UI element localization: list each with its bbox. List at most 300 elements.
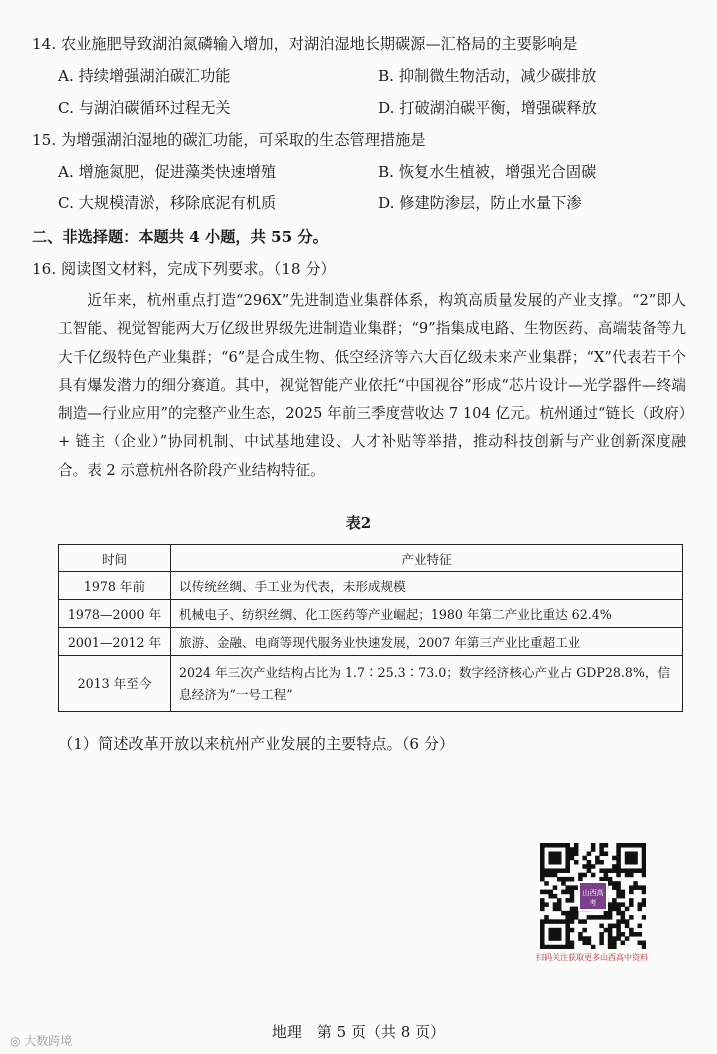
qr-module: [557, 851, 562, 856]
qr-module: [633, 860, 638, 865]
qr-module: [608, 911, 613, 916]
table-cell-feature: 2024 年三次产业结构占比为 1.7∶25.3∶73.0；数字经济核心产业占 GDP28.8%，信息经济为“一号工程”: [171, 656, 683, 712]
qr-module: [561, 945, 566, 949]
qr-module: [621, 843, 626, 848]
qr-module: [548, 856, 553, 861]
qr-code[interactable]: [540, 843, 646, 949]
qr-module: [616, 928, 621, 933]
qr-module: [540, 945, 545, 949]
qr-module: [578, 932, 583, 937]
qr-module: [565, 868, 570, 873]
qr-module: [570, 928, 575, 933]
qr-module: [595, 856, 600, 861]
q14-option-a: A. 持续增强湖泊碳汇功能: [58, 67, 231, 85]
qr-module: [642, 902, 646, 907]
qr-module: [608, 915, 613, 920]
qr-module: [642, 851, 646, 856]
table-cell-period: 1978—2000 年: [59, 600, 171, 628]
table-cell-feature: 以传统丝绸、手工业为代表，未形成规模: [171, 572, 683, 600]
qr-module: [604, 911, 609, 916]
qr-module: [565, 911, 570, 916]
qr-module: [582, 936, 587, 941]
qr-module: [557, 868, 562, 873]
qr-module: [599, 868, 604, 873]
qr-module: [548, 936, 553, 941]
qr-module: [548, 873, 553, 878]
qr-module: [633, 868, 638, 873]
qr-center-logo: 山西高考: [578, 881, 608, 911]
qr-module: [570, 885, 575, 890]
qr-module: [574, 851, 579, 856]
q14-option-c: C. 与湖泊碳循环过程无关: [58, 99, 231, 117]
qr-module: [557, 907, 562, 912]
qr-module: [565, 898, 570, 903]
qr-module: [608, 907, 613, 912]
qr-module: [587, 915, 592, 920]
qr-module: [625, 856, 630, 861]
qr-module: [565, 885, 570, 890]
qr-module: [540, 936, 545, 941]
qr-module: [587, 941, 592, 946]
qr-module: [582, 864, 587, 869]
qr-module: [604, 915, 609, 920]
qr-module: [548, 868, 553, 873]
qr-module: [625, 919, 630, 924]
qr-module: [540, 919, 545, 924]
table-title: 表2: [345, 514, 372, 532]
qr-module: [574, 911, 579, 916]
qr-module: [612, 936, 617, 941]
qr-module: [548, 890, 553, 895]
qr-module: [642, 847, 646, 852]
qr-module: [642, 941, 646, 946]
qr-module: [587, 851, 592, 856]
qr-module: [633, 885, 638, 890]
table-header-time: 时间: [59, 545, 171, 572]
qr-module: [540, 877, 545, 882]
qr-module: [582, 941, 587, 946]
qr-module: [557, 856, 562, 861]
qr-module: [565, 851, 570, 856]
qr-module: [621, 915, 626, 920]
qr-module: [604, 873, 609, 878]
qr-module: [544, 873, 549, 878]
qr-module: [557, 919, 562, 924]
qr-module: [616, 932, 621, 937]
qr-module: [591, 843, 596, 848]
qr-module: [616, 868, 621, 873]
qr-module: [540, 864, 545, 869]
table-row: [59, 628, 683, 656]
qr-module: [642, 873, 646, 878]
qr-module: [591, 915, 596, 920]
qr-module: [608, 881, 613, 886]
qr-module: [633, 881, 638, 886]
qr-module: [553, 932, 558, 937]
qr-module: [565, 932, 570, 937]
qr-module: [540, 856, 545, 861]
qr-module: [595, 915, 600, 920]
qr-module: [642, 856, 646, 861]
qr-module: [612, 864, 617, 869]
qr-module: [616, 890, 621, 895]
qr-module: [608, 945, 613, 949]
qr-module: [570, 890, 575, 895]
qr-module: [540, 851, 545, 856]
qr-module: [629, 902, 634, 907]
qr-module: [574, 847, 579, 852]
qr-module: [561, 911, 566, 916]
qr-module: [629, 932, 634, 937]
qr-module: [548, 851, 553, 856]
qr-module: [544, 902, 549, 907]
qr-module: [548, 860, 553, 865]
qr-module: [565, 877, 570, 882]
q16-subquestion-1: （1）简述改革开放以来杭州产业发展的主要特点。（6 分）: [58, 735, 455, 753]
qr-module: [540, 928, 545, 933]
qr-module: [625, 924, 630, 929]
qr-module: [544, 868, 549, 873]
qr-module: [591, 847, 596, 852]
qr-module: [540, 907, 545, 912]
qr-module: [642, 915, 646, 920]
q16-material-text: 近年来，杭州重点打造“296X”先进制造业集群体系，构筑高质量发展的产业支撑。“2”即人工智能、视觉智能两大万亿级世界级先进制造业集群；“9”指集成电路、生物医药、高端装备等九大千亿级特色产业集群；“6”是合成生物、低空经济等六大百亿级未来产业集群；“X”代表若干个具有爆发潜力的细分赛道。其中，视觉智能产业依托“中国视谷”形成“芯片设计—光学器件—终端制造—行业应用”的完整产业生态，2025 年前三季度营收达 7 104 亿元。杭州通过“链长（政府）+ 链主（企业）”协同机制、中试基地建设、人才补贴等举措，推动科技创新与产业创新深度融合。表 2 示意杭州各阶段产业结构特征。: [58, 292, 686, 479]
qr-module: [544, 945, 549, 949]
qr-module: [570, 894, 575, 899]
qr-module: [565, 919, 570, 924]
qr-module: [553, 873, 558, 878]
qr-module: [608, 877, 613, 882]
qr-module: [561, 890, 566, 895]
qr-module: [561, 881, 566, 886]
qr-module: [565, 856, 570, 861]
qr-module: [616, 936, 621, 941]
qr-module: [599, 847, 604, 852]
qr-module: [612, 885, 617, 890]
qr-module: [625, 868, 630, 873]
qr-module: [540, 868, 545, 873]
qr-module: [621, 902, 626, 907]
q14-option-d: D. 打破湖泊碳平衡，增强碳释放: [378, 99, 597, 117]
table-cell-period: 2013 年至今: [59, 656, 171, 712]
qr-module: [612, 945, 617, 949]
qr-module: [625, 860, 630, 865]
qr-module: [621, 932, 626, 937]
qr-module: [612, 856, 617, 861]
qr-module: [557, 898, 562, 903]
qr-module: [565, 860, 570, 865]
qr-module: [540, 941, 545, 946]
qr-module: [616, 873, 621, 878]
qr-module: [612, 924, 617, 929]
qr-module: [608, 928, 613, 933]
q16-material: [58, 287, 686, 485]
page-footer: 地理 第 5 页（共 8 页）: [271, 1023, 446, 1041]
qr-module: [599, 936, 604, 941]
qr-module: [544, 881, 549, 886]
qr-module: [557, 936, 562, 941]
qr-module: [553, 902, 558, 907]
qr-module: [625, 843, 630, 848]
qr-module: [629, 890, 634, 895]
qr-module: [565, 945, 570, 949]
qr-module: [570, 898, 575, 903]
qr-module: [565, 928, 570, 933]
qr-module: [638, 843, 643, 848]
qr-module: [574, 843, 579, 848]
qr-module: [616, 911, 621, 916]
qr-module: [578, 936, 583, 941]
qr-module: [553, 945, 558, 949]
qr-module: [540, 843, 545, 848]
qr-module: [595, 860, 600, 865]
qr-module: [540, 873, 545, 878]
qr-module: [625, 907, 630, 912]
qr-module: [604, 851, 609, 856]
qr-module: [553, 885, 558, 890]
qr-module: [616, 847, 621, 852]
q15-option-a: A. 增施氮肥，促进藻类快速增殖: [58, 163, 277, 181]
qr-module: [570, 877, 575, 882]
qr-module: [544, 915, 549, 920]
q15-stem: 15. 为增强湖泊湿地的碳汇功能，可采取的生态管理措施是: [32, 131, 426, 149]
qr-module: [633, 932, 638, 937]
qr-module: [570, 911, 575, 916]
qr-module: [612, 941, 617, 946]
qr-module: [540, 890, 545, 895]
qr-module: [629, 928, 634, 933]
qr-module: [638, 941, 643, 946]
qr-module: [604, 843, 609, 848]
qr-module: [557, 932, 562, 937]
qr-module: [629, 915, 634, 920]
qr-module: [587, 860, 592, 865]
qr-module: [557, 860, 562, 865]
qr-module: [553, 856, 558, 861]
qr-module: [540, 924, 545, 929]
table-row: [59, 656, 683, 712]
qr-module: [570, 847, 575, 852]
section-heading: 二、非选择题：本题共 4 小题，共 55 分。: [32, 228, 328, 246]
qr-module: [574, 915, 579, 920]
qr-module: [544, 919, 549, 924]
qr-module: [629, 860, 634, 865]
q16-stem: 16. 阅读图文材料，完成下列要求。（18 分）: [32, 260, 336, 278]
qr-module: [553, 860, 558, 865]
qr-module: [582, 928, 587, 933]
qr-module: [570, 941, 575, 946]
qr-module: [553, 919, 558, 924]
qr-module: [633, 856, 638, 861]
qr-module: [629, 868, 634, 873]
qr-module: [574, 860, 579, 865]
qr-module: [616, 881, 621, 886]
qr-module: [544, 890, 549, 895]
qr-module: [638, 902, 643, 907]
qr-module: [565, 924, 570, 929]
q14-option-b: B. 抑制微生物活动，减少碳排放: [378, 67, 597, 85]
qr-module: [642, 868, 646, 873]
qr-module: [565, 890, 570, 895]
qr-module: [553, 894, 558, 899]
table-cell-period: 2001—2012 年: [59, 628, 171, 656]
qr-module: [629, 885, 634, 890]
qr-module: [629, 898, 634, 903]
table-row: [59, 600, 683, 628]
qr-module: [642, 843, 646, 848]
qr-module: [612, 902, 617, 907]
qr-module: [565, 915, 570, 920]
qr-module: [642, 898, 646, 903]
q15-option-b: B. 恢复水生植被，增强光合固碳: [378, 163, 597, 181]
qr-module: [570, 907, 575, 912]
qr-module: [540, 902, 545, 907]
qr-module: [599, 851, 604, 856]
qr-module: [625, 936, 630, 941]
qr-caption: 扫码关注获取更多山西高中资料: [536, 953, 648, 962]
qr-module: [570, 945, 575, 949]
qr-module: [557, 843, 562, 848]
qr-module: [553, 936, 558, 941]
qr-module: [638, 932, 643, 937]
qr-module: [570, 919, 575, 924]
qr-module: [565, 936, 570, 941]
qr-module: [578, 873, 583, 878]
qr-module: [608, 941, 613, 946]
qr-module: [612, 881, 617, 886]
qr-module: [608, 924, 613, 929]
qr-module: [604, 928, 609, 933]
qr-module: [599, 924, 604, 929]
qr-module: [612, 907, 617, 912]
qr-module: [565, 864, 570, 869]
qr-module: [548, 919, 553, 924]
qr-module: [548, 928, 553, 933]
qr-module: [553, 868, 558, 873]
qr-module: [633, 843, 638, 848]
qr-module: [621, 890, 626, 895]
qr-module: [582, 919, 587, 924]
qr-module: [625, 873, 630, 878]
qr-module: [616, 902, 621, 907]
qr-module: [638, 868, 643, 873]
qr-module: [616, 864, 621, 869]
qr-module: [561, 843, 566, 848]
qr-module: [561, 877, 566, 882]
qr-module: [642, 890, 646, 895]
qr-module: [608, 932, 613, 937]
q15-option-d: D. 修建防渗层，防止水量下渗: [378, 194, 582, 212]
qr-module: [616, 860, 621, 865]
qr-module: [565, 843, 570, 848]
qr-module: [570, 856, 575, 861]
qr-module: [616, 919, 621, 924]
qr-module: [599, 932, 604, 937]
qr-module: [616, 885, 621, 890]
qr-module: [642, 945, 646, 949]
qr-module: [587, 864, 592, 869]
qr-module: [587, 936, 592, 941]
qr-module: [599, 843, 604, 848]
qr-module: [578, 919, 583, 924]
qr-module: [629, 856, 634, 861]
qr-module: [616, 851, 621, 856]
qr-module: [599, 915, 604, 920]
qr-module: [629, 851, 634, 856]
qr-module: [599, 860, 604, 865]
qr-module: [570, 851, 575, 856]
table-cell-feature: 机械电子、纺织丝绸、化工医药等产业崛起；1980 年第二产业比重达 62.4%: [171, 600, 683, 628]
table-header-feature: 产业特征: [171, 545, 683, 572]
qr-module: [561, 919, 566, 924]
qr-module: [642, 860, 646, 865]
q15-option-c: C. 大规模清淤，移除底泥有机质: [58, 194, 277, 212]
qr-module: [548, 945, 553, 949]
qr-module: [612, 868, 617, 873]
qr-module: [587, 868, 592, 873]
qr-module: [591, 864, 596, 869]
q14-stem: 14. 农业施肥导致湖泊氮磷输入增加，对湖泊湿地长期碳源—汇格局的主要影响是: [32, 35, 578, 53]
qr-module: [557, 945, 562, 949]
qr-module: [638, 907, 643, 912]
industry-table: [58, 544, 683, 712]
table-cell-feature: 旅游、金融、电商等现代服务业快速发展，2007 年第三产业比重超工业: [171, 628, 683, 656]
qr-module: [616, 907, 621, 912]
qr-module: [616, 924, 621, 929]
qr-module: [629, 873, 634, 878]
qr-module: [561, 868, 566, 873]
qr-module: [621, 941, 626, 946]
qr-module: [616, 843, 621, 848]
qr-module: [553, 851, 558, 856]
qr-module: [548, 843, 553, 848]
qr-module: [642, 864, 646, 869]
qr-module: [621, 868, 626, 873]
qr-module: [540, 898, 545, 903]
qr-module: [540, 847, 545, 852]
qr-module: [553, 928, 558, 933]
qr-module: [540, 860, 545, 865]
qr-module: [621, 911, 626, 916]
qr-module: [557, 902, 562, 907]
qr-module: [548, 894, 553, 899]
qr-module: [638, 885, 643, 890]
qr-module: [608, 936, 613, 941]
qr-module: [621, 894, 626, 899]
qr-module: [625, 851, 630, 856]
qr-module: [570, 915, 575, 920]
qr-module: [553, 843, 558, 848]
qr-module: [591, 945, 596, 949]
qr-module: [591, 873, 596, 878]
watermark-text: 大数跨境: [24, 1034, 73, 1048]
qr-module: [642, 885, 646, 890]
qr-module: [553, 907, 558, 912]
qr-module: [540, 932, 545, 937]
qr-module: [599, 941, 604, 946]
qr-module: [616, 894, 621, 899]
qr-module: [633, 851, 638, 856]
qr-module: [582, 856, 587, 861]
qr-module: [621, 919, 626, 924]
qr-module: [608, 868, 613, 873]
qr-module: [638, 924, 643, 929]
qr-module: [616, 856, 621, 861]
qr-module: [557, 877, 562, 882]
qr-module: [604, 868, 609, 873]
watermark: ◎ 大数跨境: [10, 1034, 73, 1048]
table-row: [59, 572, 683, 600]
